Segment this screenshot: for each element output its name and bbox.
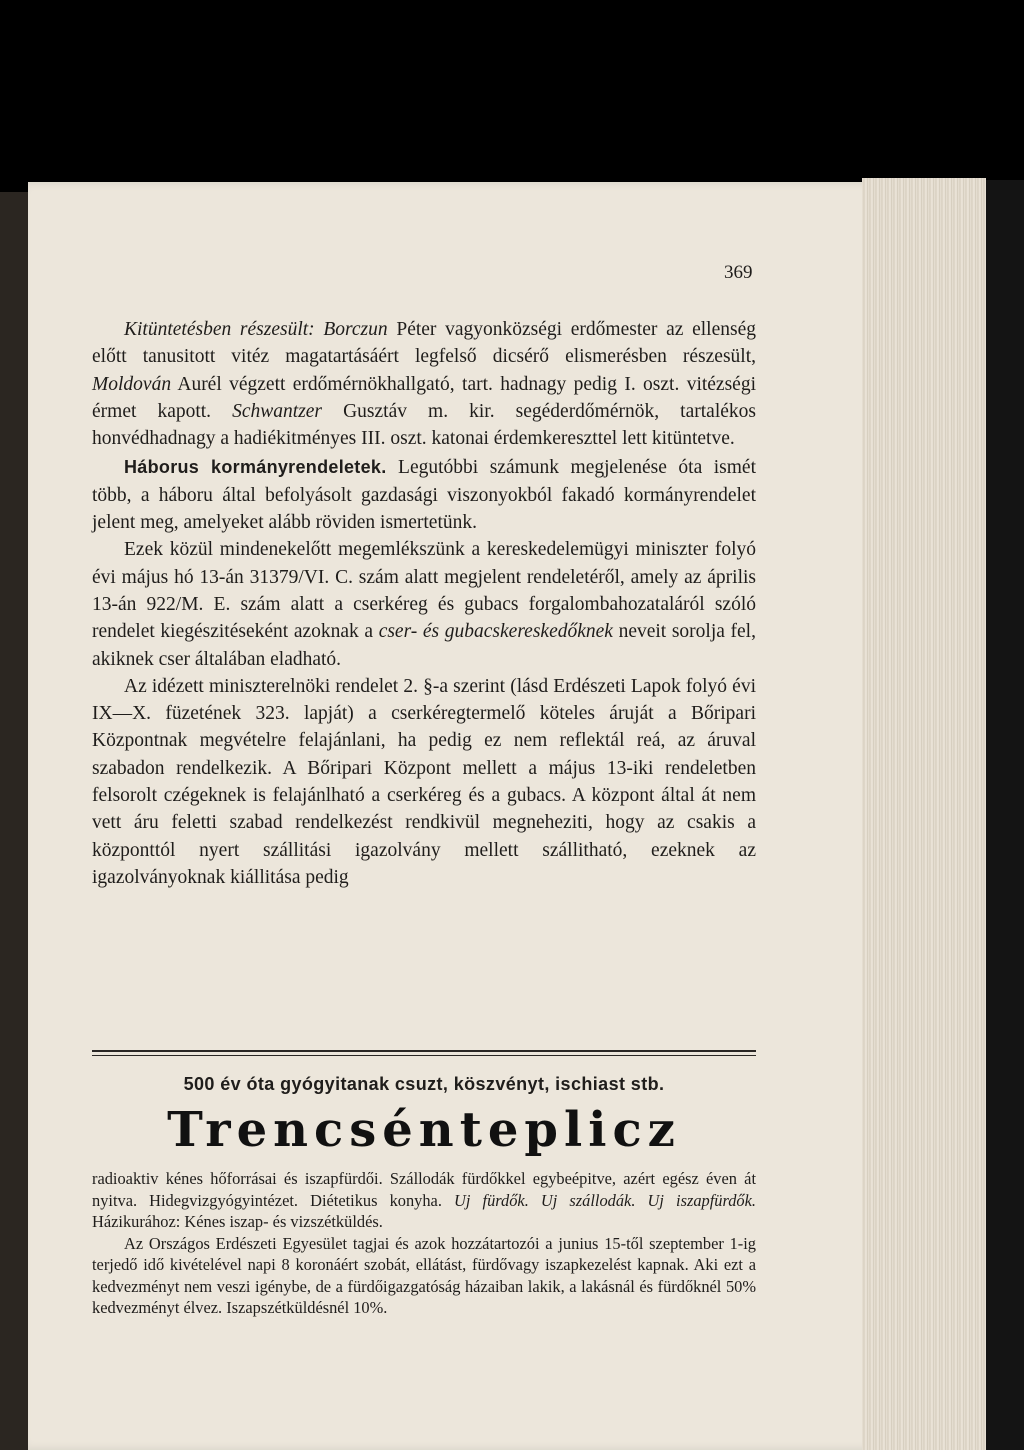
decrees-text: Legutóbbi számunk megjelenése óta ismét több, a háboru által befolyásolt gazdasági viszonyokból fakadó kormányrendelet jelent meg, amelyeket alább röviden ismertetünk. [92,457,757,534]
ad-highlight: Uj fürdők. Uj szállodák. Uj iszapfürdők. [454,1190,756,1210]
ad-headline: 500 év óta gyógyitanak csuzt, köszvényt, ischiast stb. [183,1074,665,1094]
ministry-text: neveit sorolja fel, akiknek cser általában eladható. [92,621,756,670]
traders-term: cser- és gubacskereskedőknek [378,621,613,643]
paragraph-decrees [92,454,756,536]
person-name: Schwantzer [232,400,323,422]
awards-intro: Kitüntetésben részesült: [124,319,315,340]
section-heading: Háborus kormányrendeletek. [124,457,387,478]
page-number: 369 [724,262,753,283]
left-page-edge [0,192,28,1450]
book-cover-edge [986,180,1024,1450]
awards-text: Péter vagyonközségi erdőmester az ellenség előtt tanusitott vitéz magatartásáért legfelső dicsérő elismerésben részesült, [92,319,756,368]
awards-text: Aurél végzett erdőmérnökhallgató, tart. hadnagy pedig I. oszt. vitézségi érmet kapott. [92,373,756,422]
paragraph-regulation: Az idézett miniszterelnöki rendelet 2. §-a szerint (lásd Erdészeti Lapok folyó évi IX—X. füzetének 323. lapját) a cserkéregtermelő köteles áruját a Bőripari Központnak megvételre felajánlani, ha pedig ez nem reflektál reá, az áruval szabadon rendelkezik. A Bőripari Központ mellett a május 13-iki rendeletben felsorolt czégeknek is felajánlható a cserkéreg és a gubacs. A központ által át nem vett áru feletti szabad rendelkezést rendkivül megneheziti, hogy az csakis a központtól nyert szállitási igazolvány mellett szállitható, ezeknek az igazolványoknak kiállitása pedig [92,675,756,888]
ad-body [92,1168,756,1319]
page-stack-edge [862,178,986,1450]
ministry-text: Ezek közül mindenekelőtt megemlékszünk a kereskedelemügyi miniszter folyó évi május hó 13-án 31379/VI. C. szám alatt megjelent rendeletéről, amely az április 13-án 922/M. E. szám alatt a cserkéreg és gubacs forgalombahozataláról szóló rendelet kiegészitéseként azoknak a [92,539,756,643]
ad-paragraph: Az Országos Erdészeti Egyesület tagjai és azok hozzátartozói a junius 15-től szeptember 1-ig terjedő idő kivételével napi 8 koronáért szobát, ellátást, fürdővagy iszapkezelést kapnak. Aki ezt a kedvezményt nem veszi igénybe, de a fürdőigazgatóság házaiban lakik, a lakásnál és fürdőknél 50% kedvezményt élvez. Iszapszétküldésnél 10%. [92,1233,756,1317]
divider-rule [92,1050,756,1052]
article-body [92,316,756,891]
person-name: Borczun [323,319,388,340]
ad-text: Házikurához: Kénes iszap- és vizszétküldés. [92,1212,383,1231]
ad-paragraph [92,1168,756,1233]
ad-text: radioaktiv kénes hőforrásai és iszapfürdői. Szállodák fürdőkkel egybeépitve, azért egész éven át nyitva. Hidegvizgyógyintézet. Diétetikus konyha. [92,1169,756,1210]
divider-rule [92,1055,756,1056]
person-name: Moldován [92,373,172,395]
paragraph-ministry [92,536,756,672]
paragraph-awards [92,316,756,452]
ad-title: Trencsénteplicz [167,1102,681,1158]
awards-text: Gusztáv m. kir. segéderdőmérnök, tartalékos honvédhadnagy a hadiékitményes III. oszt. katonai érdemkereszttel lett kitüntetve. [92,400,756,450]
